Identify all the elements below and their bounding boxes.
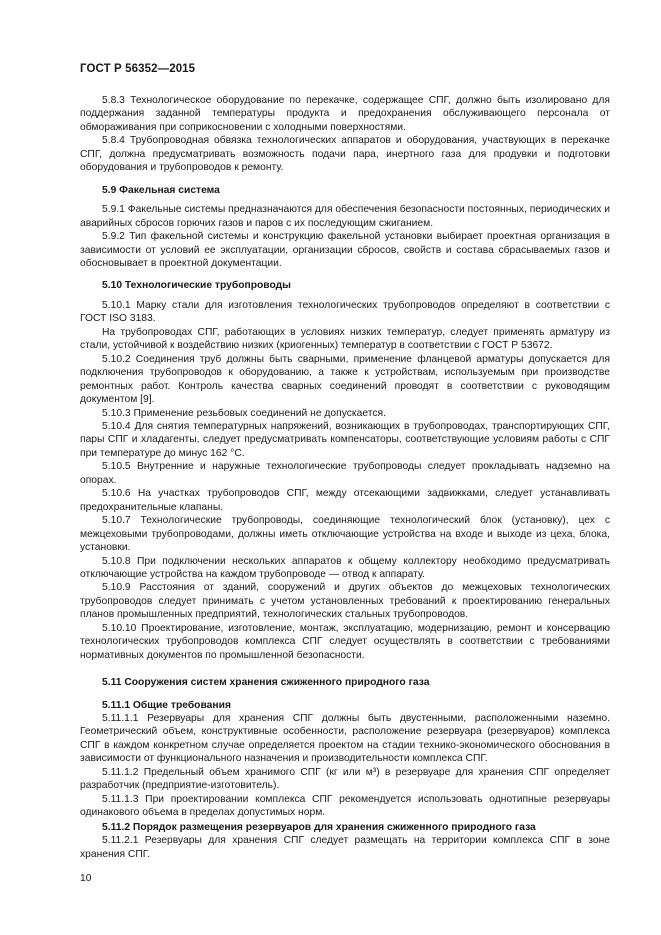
section-heading: 5.9 Факельная система	[102, 184, 220, 196]
paragraph: 5.8.3 Технологическое оборудование по перекачке, содержащее СПГ, должно быть изолировано для поддержания заданной температуры продукта и предохранения обслуживающего персонала от обмораживания при соприкосновении с холодными поверхностями.	[80, 95, 610, 133]
section-heading: 5.11 Сооружения систем хранения сжиженного природного газа	[102, 677, 430, 689]
paragraph: 5.10.3 Применение резьбовых соединений не допускается.	[102, 407, 386, 419]
paragraph: 5.10.7 Технологические трубопроводы, соединяющие технологический блок (установку), цех с межцеховыми трубопроводами, должны иметь отключающие устройства на входе и выходе из цеха, блока, установки.	[80, 515, 610, 554]
page-number: 10	[80, 873, 92, 884]
paragraph: 5.10.9 Расстояния от зданий, сооружений и других объектов до межцеховых технологических трубопроводов следует принимать с учетом установленных требований к проектированию генеральных планов промышленных предприятий, технологических стальных трубопроводов.	[80, 582, 610, 621]
paragraph: 5.11.1.1 Резервуары для хранения СПГ должны быть двустенными, расположенными наземно. Геометрический объем, конструктивные особенности, расположение резервуара (резервуаров) комплекса СПГ в каждом конкретном случае определяется проектом на стадии технико-экономического обоснования в зависимости от функционального назначения и производительности комплекса СПГ.	[80, 713, 610, 765]
paragraph: На трубопроводах СПГ, работающих в условиях низких температур, следует применять арматуру из стали, устойчивой к воздействию низких (криогенных) температур в соответствии с ГОСТ Р 53672.	[80, 326, 610, 352]
paragraph: 5.10.6 На участках трубопроводов СПГ, между отсекающими задвижками, следует устанавливать предохранительные клапаны.	[80, 488, 610, 513]
paragraph: 5.11.1.3 При проектировании комплекса СПГ рекомендуется использовать однотипные резервуары одинакового объема в пределах допустимых норм.	[80, 793, 610, 819]
document-body	[80, 94, 610, 861]
paragraph: 5.9.2 Тип факельной системы и конструкцию факельной установки выбирает проектная организация в зависимости от условий ее эксплуатации, организации сбросов, свойств и состава сбрасываемых газов и обосновывает в проектной документации.	[80, 231, 610, 269]
paragraph: 5.10.4 Для снятия температурных напряжений, возникающих в трубопроводах, транспортирующих СПГ, пары СПГ и хладагенты, следует предусматривать компенсаторы, соответствующие условиям работы с СПГ при температуре до минус 162 °С.	[80, 420, 610, 459]
paragraph: 5.10.5 Внутренние и наружные технологические трубопроводы следует прокладывать надземно на опорах.	[80, 461, 610, 486]
section-heading: 5.11.2 Порядок размещения резервуаров для хранения сжиженного природного газа	[102, 821, 536, 833]
paragraph: 5.10.10 Проектирование, изготовление, монтаж, эксплуатацию, модернизацию, ремонт и консервацию технологических трубопроводов комплекса СПГ следует осуществлять в соответствии с требованиями нормативных документов по промышленной безопасности.	[80, 622, 610, 661]
paragraph: 5.11.1.2 Предельный объем хранимого СПГ (кг или м³) в резервуаре для хранения СПГ определяет разработчик (предприятие-изготовитель).	[80, 766, 610, 792]
section-heading: 5.10 Технологические трубопроводы	[102, 280, 291, 292]
document-code-header: ГОСТ Р 56352—2015	[80, 63, 196, 75]
paragraph: 5.11.2.1 Резервуары для хранения СПГ следует размещать на территории комплекса СПГ в зоне хранения СПГ.	[80, 835, 610, 860]
paragraph: 5.8.4 Трубопроводная обвязка технологических аппаратов и оборудования, участвующих в перекачке СПГ, должна предусматривать возможность подачи пара, инертного газа для продувки и подготовки оборудования и трубопроводов к ремонту.	[80, 135, 610, 174]
section-heading: 5.11.1 Общие требования	[102, 699, 231, 711]
paragraph: 5.10.1 Марку стали для изготовления технологических трубопроводов определяют в соответствии с ГОСТ ISO 3183.	[80, 299, 610, 325]
paragraph: 5.9.1 Факельные системы предназначаются для обеспечения безопасности постоянных, периодических и аварийных сбросов горючих газов и паров с их последующим сжиганием.	[80, 204, 610, 229]
paragraph: 5.10.2 Соединения труб должны быть сварными, применение фланцевой арматуры допускается для подключения трубопроводов к оборудованию, а также к устройствам, используемым при производстве ремонтных работ. Контроль качества сварных соединений проводят в соответствии с руководящим документом [9].	[80, 353, 610, 406]
paragraph: 5.10.8 При подключении нескольких аппаратов к общему коллектору необходимо предусматривать отключающие устройства на каждом трубопроводе — отвод к аппарату.	[80, 555, 610, 580]
